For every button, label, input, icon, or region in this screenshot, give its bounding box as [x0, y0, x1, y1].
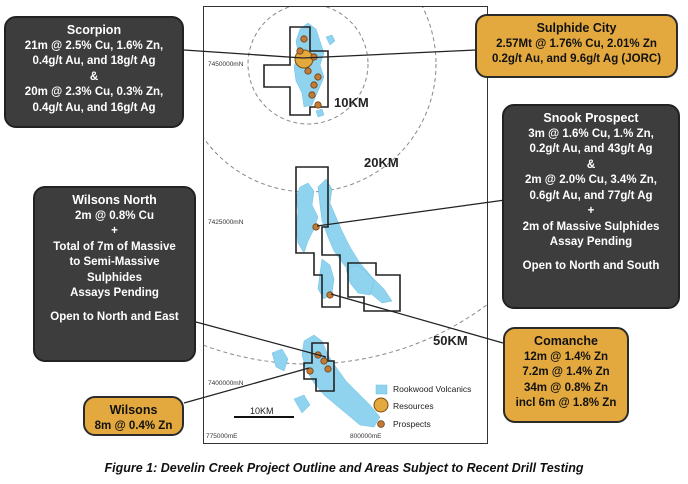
- callout-snook-line: +: [587, 205, 595, 217]
- callout-scorpion-line: 21m @ 2.5% Cu, 1.6% Zn,: [24, 39, 164, 52]
- callout-comanche-line: 7.2m @ 1.4% Zn: [522, 366, 610, 378]
- prospect-comanche: [327, 292, 333, 298]
- callout-snook-title: Snook Prospect: [543, 111, 639, 125]
- callout-snook-line: Open to North and South: [522, 259, 660, 272]
- callout-wilsons-north-title: Wilsons North: [72, 193, 157, 207]
- map-canvas: [204, 7, 488, 444]
- callout-snook-line: 2m of Massive Sulphides: [522, 220, 660, 233]
- callout-wilsons-north: [33, 186, 196, 362]
- callout-sulphide-city-line: 2.57Mt @ 1.76% Cu, 2.01% Zn: [496, 37, 657, 50]
- scale-bar-label: 10KM: [250, 406, 274, 416]
- callout-wilsons-north-line: to Semi-Massive: [69, 256, 160, 268]
- prospect-snook: [313, 224, 319, 230]
- coord-775000mE: 775000mE: [206, 433, 238, 440]
- callout-snook-line: 3m @ 1.6% Cu, 1.% Zn,: [528, 127, 654, 140]
- legend-rookwood-volcanics: Rookwood Volcanics: [393, 384, 472, 394]
- coord-800000mE: 800000mE: [350, 433, 382, 440]
- callout-wilsons-north-line: 2m @ 0.8% Cu: [75, 209, 154, 222]
- callout-wilsons-north-line: Open to North and East: [50, 310, 179, 323]
- coord-7450000mN: 7450000mN: [208, 61, 244, 68]
- map-frame: [203, 6, 488, 444]
- callout-scorpion-line: &: [89, 70, 99, 83]
- coord-7400000mN: 7400000mN: [208, 380, 244, 387]
- callout-wilsons-north-line: +: [111, 225, 118, 237]
- callout-wilsons-north-line: Sulphides: [87, 271, 142, 284]
- callout-scorpion-line: 0.4g/t Au, and 18g/t Ag: [32, 55, 156, 67]
- callout-scorpion-line: 20m @ 2.3% Cu, 0.3% Zn,: [24, 86, 164, 98]
- callout-snook-line: 0.2g/t Au, and 43g/t Ag: [529, 143, 653, 155]
- callout-sulphide-city: [475, 14, 678, 78]
- rookwood-volcanics: [272, 23, 392, 427]
- callout-comanche: [503, 327, 629, 423]
- ring-20km: [204, 7, 436, 192]
- callout-comanche-line: 34m @ 0.8% Zn: [523, 381, 609, 394]
- callout-snook-line: &: [586, 158, 596, 171]
- callout-snook-prospect: [502, 104, 680, 309]
- callout-snook-line: 0.6g/t Au, and 77g/t Ag: [529, 189, 653, 202]
- callout-wilsons-title: Wilsons: [109, 403, 158, 417]
- figure-caption: Figure 1: Develin Creek Project Outline and Areas Subject to Recent Drill Testing: [104, 461, 584, 475]
- callout-wilsons-line: 8m @ 0.4% Zn: [94, 419, 173, 432]
- callout-scorpion-line: 0.4g/t Au, and 16g/t Ag: [32, 101, 156, 114]
- ring-label-10km: 10KM: [334, 95, 369, 110]
- callout-snook-line: Assay Pending: [549, 236, 633, 248]
- callout-scorpion-title: Scorpion: [66, 23, 122, 37]
- legend-prospects: Prospects: [393, 419, 431, 429]
- ring-label-50km: 50KM: [433, 333, 468, 348]
- callout-comanche-line: incl 6m @ 1.8% Zn: [515, 397, 617, 409]
- ring-50km: [204, 7, 488, 364]
- coord-7425000mN: 7425000mN: [208, 219, 244, 226]
- legend-resources: Resources: [393, 401, 434, 411]
- callout-wilsons-north-line: Assays Pending: [70, 287, 159, 299]
- callout-sulphide-city-title: Sulphide City: [536, 21, 617, 35]
- ring-label-20km: 20KM: [364, 155, 399, 170]
- callout-comanche-title: Comanche: [534, 334, 598, 348]
- callout-wilsons: [83, 396, 184, 436]
- prospect-wilsons: [307, 368, 313, 374]
- callout-snook-line: 2m @ 2.0% Cu, 3.4% Zn,: [524, 174, 657, 186]
- callout-wilsons-north-line: Total of 7m of Massive: [53, 240, 176, 253]
- callout-comanche-line: 12m @ 1.4% Zn: [523, 350, 609, 363]
- callout-scorpion: [4, 16, 184, 128]
- callout-sulphide-city-line: 0.2g/t Au, and 9.6g/t Ag (JORC): [491, 53, 662, 65]
